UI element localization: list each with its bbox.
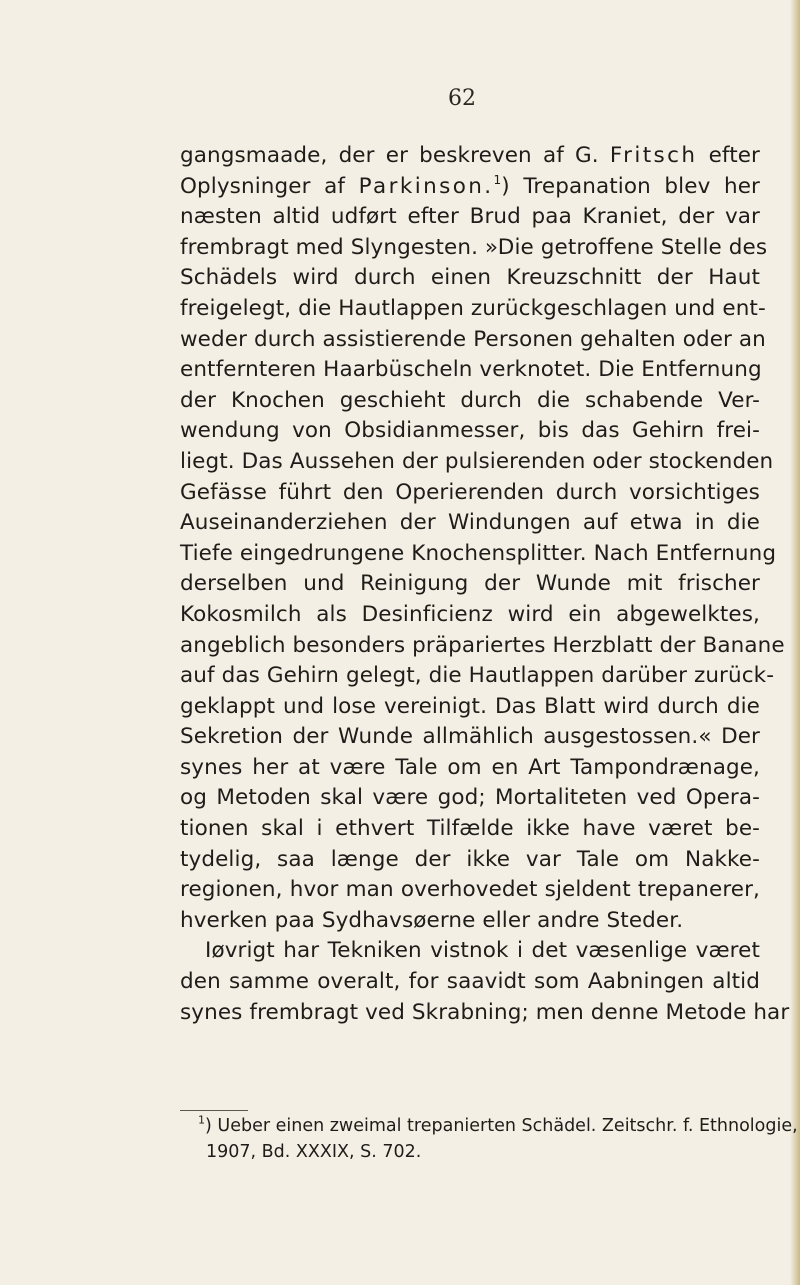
text-line: og Metoden skal være god; Mortaliteten ved Opera- <box>180 785 760 811</box>
text-line: entfernteren Haarbüscheln verknotet. Die Entfernung <box>180 357 762 383</box>
page-edge-shadow <box>790 0 800 1285</box>
text-line: den samme overalt, for saavidt som Aabningen altid <box>180 969 760 995</box>
text-line: synes frembragt ved Skrabning; men denne Metode har <box>180 999 790 1025</box>
footnote-divider <box>180 1110 248 1111</box>
text-line: synes her at være Tale om en Art Tampondrænage, <box>180 754 760 780</box>
text-line: auf das Gehirn gelegt, die Hautlappen darüber zurück- <box>180 663 775 689</box>
text-line: Kokosmilch als Desinficienz wird ein abgewelktes, <box>180 601 760 627</box>
text-line: derselben und Reinigung der Wunde mit frischer <box>180 571 760 597</box>
text-line: wendung von Obsidianmesser, bis das Gehirn frei- <box>180 418 760 444</box>
body-text <box>180 141 790 1028</box>
text-line: Sekretion der Wunde allmählich ausgestossen.« Der <box>180 724 760 750</box>
author-name-fritsch: Fritsch <box>609 143 698 168</box>
text-line: Auseinanderziehen der Windungen auf etwa in die <box>180 510 760 536</box>
text-line: Tiefe eingedrungene Knochensplitter. Nach Entfernung <box>180 540 777 566</box>
footnote-line: $^1$) Ueber einen zweimal trepanierten Schädel. Zeitschr. f. Ethnologie, <box>198 1113 798 1136</box>
text-line: freigelegt, die Hautlappen zurückgeschlagen und ent- <box>180 295 766 321</box>
footnote-reference[interactable]: 1 <box>493 172 502 187</box>
page-number: 62 <box>448 86 476 111</box>
text-line: weder durch assistierende Personen gehalten oder an <box>180 326 766 352</box>
author-name-parkinson: Parkinson. <box>358 173 494 199</box>
text-line: gangsmaade, der er beskreven af G. Fritsch efter <box>180 143 760 168</box>
text-line: Oplysninger af Parkinson.$^1$) Trepanation blev her <box>180 172 760 199</box>
text-line: geklappt und lose vereinigt. Das Blatt wird durch die <box>180 693 760 719</box>
text-line: angeblich besonders präpariertes Herzblatt der Banane <box>180 632 785 658</box>
text-line: Schädels wird durch einen Kreuzschnitt der Haut <box>180 265 760 291</box>
text-line: hverken paa Sydhavsøerne eller andre Steder. <box>180 907 684 933</box>
text-line: tionen skal i ethvert Tilfælde ikke have været be- <box>180 816 760 842</box>
text-line: næsten altid udført efter Brud paa Kraniet, der var <box>180 204 760 230</box>
footnote-marker: 1 <box>198 1113 205 1127</box>
text-line: tydelig, saa længe der ikke var Tale om Nakke- <box>180 846 760 872</box>
footnote <box>180 1113 798 1165</box>
text-line: Iøvrigt har Tekniken vistnok i det væsenlige været <box>205 938 760 964</box>
text-line: der Knochen geschieht durch die schabende Ver- <box>180 387 760 413</box>
text-line: Gefässe führt den Operierenden durch vorsichtiges <box>180 479 760 505</box>
footnote-line: 1907, Bd. XXXIX, S. 702. <box>206 1142 422 1162</box>
text-line: liegt. Das Aussehen der pulsierenden oder stockenden <box>180 448 774 474</box>
text-line: regionen, hvor man overhovedet sjeldent trepanerer, <box>180 877 760 903</box>
text-line: frembragt med Slyngesten. »Die getroffene Stelle des <box>180 234 768 260</box>
